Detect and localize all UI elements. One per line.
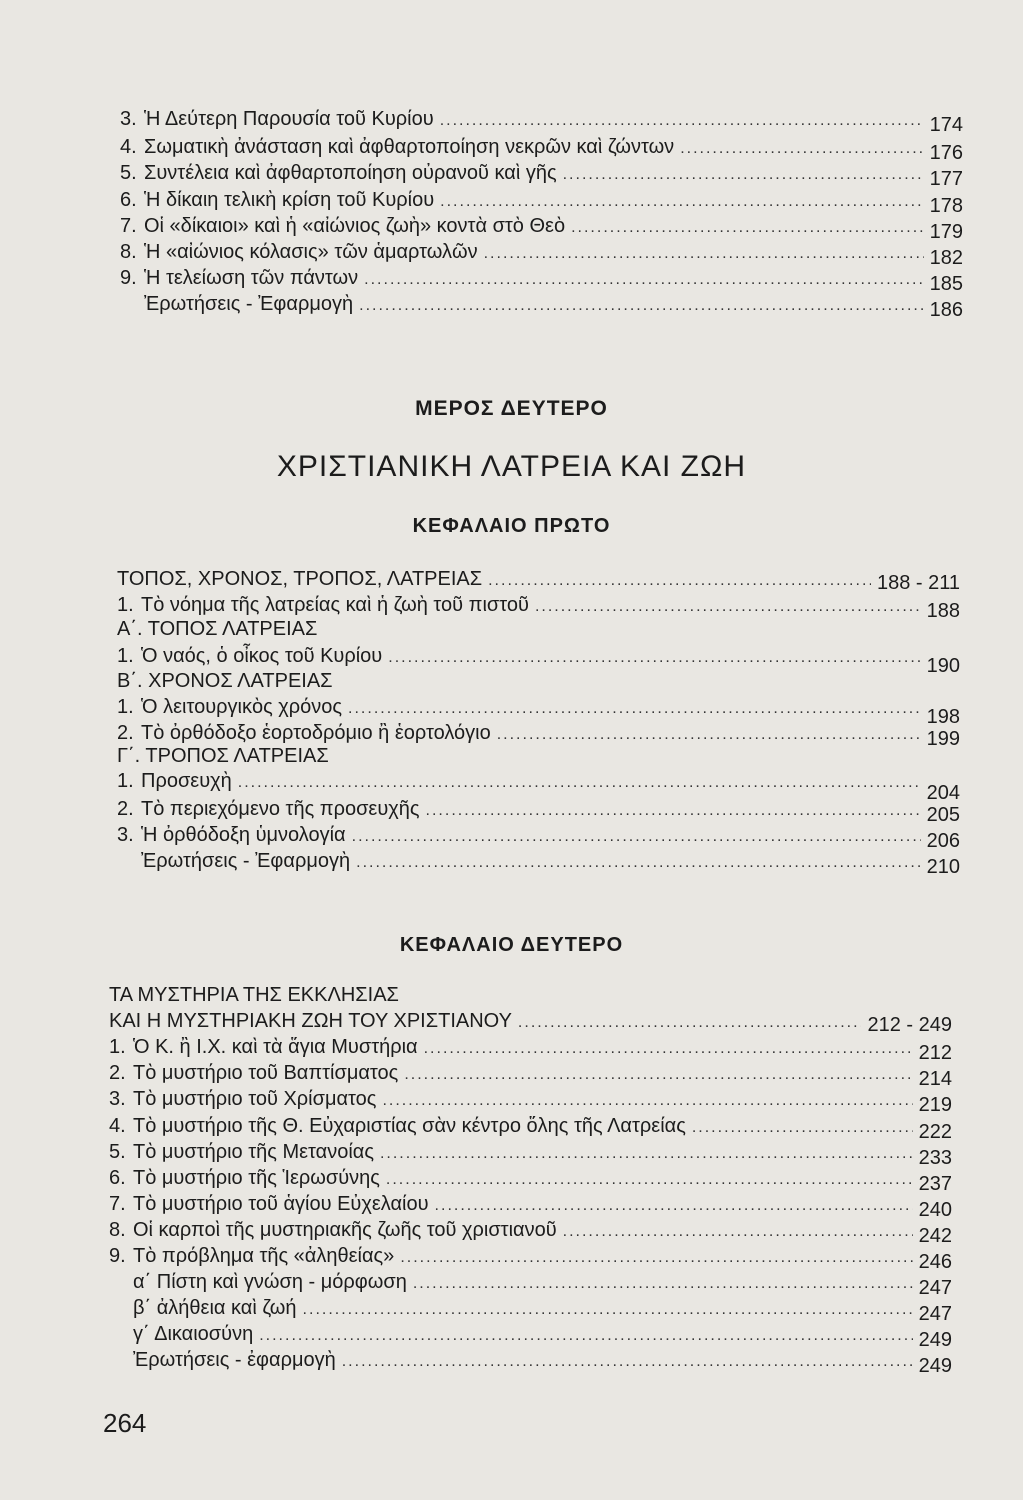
toc-entry: 2. Τὸ μυστήριο τοῦ Βαπτίσματος ..... 214 — [109, 1062, 952, 1085]
toc-entry: 3. Ἡ Δεύτερη Παρουσία τοῦ Κυρίου ..... 174 — [120, 108, 963, 131]
part-heading: ΜΕΡΟΣ ΔΕΥΤΕΡΟ — [415, 397, 608, 420]
toc-entry: 1. Τὸ νόημα τῆς λατρείας καὶ ἡ ζωὴ τοῦ πιστοῦ ..... 188 — [117, 594, 960, 617]
toc-entry: Ἐρωτήσεις - Ἐφαρμογὴ ..... 210 — [117, 850, 960, 873]
toc-entry: 1. Ὁ ναός, ὁ οἶκος τοῦ Κυρίου ..... 190 — [117, 645, 960, 668]
toc-entry: 1. Προσευχὴ ..... 204 — [117, 770, 960, 793]
toc-entry: 4. Σωματικὴ ἀνάσταση καὶ ἀφθαρτοποίηση νεκρῶν καὶ ζώντων ..... 176 — [120, 136, 963, 159]
chapter-heading: ΚΕΦΑΛΑΙΟ ΠΡΩΤΟ — [412, 515, 611, 537]
toc-subentry: γ΄ Δικαιοσύνη ..... 249 — [133, 1323, 952, 1346]
subsection-heading: Γ΄. ΤΡΟΠΟΣ ΛΑΤΡΕΙΑΣ — [117, 745, 329, 767]
toc-entry: 5. Τὸ μυστήριο τῆς Μετανοίας ..... 233 — [109, 1141, 952, 1164]
toc-entry: 1. Ὁ Κ. ἢ Ι.Χ. καὶ τὰ ἅγια Μυστήρια ..... 212 — [109, 1036, 952, 1059]
toc-entry: 9. Ἡ τελείωση τῶν πάντων ..... 185 — [120, 267, 963, 290]
toc-entry: 6. Τὸ μυστήριο τῆς Ἱερωσύνης ..... 237 — [109, 1167, 952, 1190]
toc-entry: 2. Τὸ ὀρθόδοξο ἑορτοδρόμιο ἢ ἑορτολόγιο ..... 199 — [117, 722, 960, 745]
toc-entry: 3. Τὸ μυστήριο τοῦ Χρίσματος ..... 219 — [109, 1088, 952, 1111]
toc-entry: 8. Οἱ καρποὶ τῆς μυστηριακῆς ζωῆς τοῦ χριστιανοῦ ..... 242 — [109, 1219, 952, 1242]
chapter-title-entry: ΚΑΙ Η ΜΥΣΤΗΡΙΑΚΗ ΖΩΗ ΤΟΥ ΧΡΙΣΤΙΑΝΟΥ ..... 212 - 249 — [109, 1010, 952, 1033]
page-number: 264 — [103, 1408, 147, 1438]
toc-entry: 7. Οἱ «δίκαιοι» καὶ ἡ «αἰώνιος ζωὴ» κοντὰ στὸ Θεὸ ..... 179 — [120, 215, 963, 238]
toc-subentry: Ἐρωτήσεις - ἐφαρμογὴ ..... 249 — [133, 1349, 952, 1372]
chapter-title-entry: ΤΟΠΟΣ, ΧΡΟΝΟΣ, ΤΡΟΠΟΣ, ΛΑΤΡΕΙΑΣ ..... 188 - 211 — [117, 568, 960, 591]
toc-subentry: β΄ ἀλήθεια καὶ ζωή ..... 247 — [133, 1297, 952, 1320]
subsection-heading: Α΄. ΤΟΠΟΣ ΛΑΤΡΕΙΑΣ — [117, 618, 318, 640]
toc-entry: 1. Ὁ λειτουργικὸς χρόνος ..... 198 — [117, 696, 960, 719]
toc-entry: 5. Συντέλεια καὶ ἀφθαρτοποίηση οὐρανοῦ καὶ γῆς ..... 177 — [120, 162, 963, 185]
subsection-heading: Β΄. ΧΡΟΝΟΣ ΛΑΤΡΕΙΑΣ — [117, 670, 333, 692]
part-title: ΧΡΙΣΤΙΑΝΙΚΗ ΛΑΤΡΕΙΑ ΚΑΙ ΖΩΗ — [276, 450, 747, 483]
toc-entry: 3. Ἡ ὀρθόδοξη ὑμνολογία ..... 206 — [117, 824, 960, 847]
toc-entry: 4. Τὸ μυστήριο τῆς Θ. Εὐχαριστίας σὰν κέντρο ὅλης τῆς Λατρείας ..... 222 — [109, 1115, 952, 1138]
toc-entry: 7. Τὸ μυστήριο τοῦ ἁγίου Εὐχελαίου ..... 240 — [109, 1193, 952, 1216]
toc-entry: 8. Ἡ «αἰώνιος κόλασις» τῶν ἁμαρτωλῶν ..... 182 — [120, 241, 963, 264]
toc-entry: 9. Τὸ πρόβλημα τῆς «ἀληθείας» ..... 246 — [109, 1245, 952, 1268]
chapter-title-line: ΤΑ ΜΥΣΤΗΡΙΑ ΤΗΣ ΕΚΚΛΗΣΙΑΣ — [109, 984, 399, 1006]
toc-entry: 2. Τὸ περιεχόμενο τῆς προσευχῆς ..... 205 — [117, 798, 960, 821]
toc-entry: Ἐρωτήσεις - Ἐφαρμογὴ ..... 186 — [120, 293, 963, 316]
toc-entry: 6. Ἡ δίκαιη τελικὴ κρίση τοῦ Κυρίου ..... 178 — [120, 189, 963, 212]
toc-subentry: α΄ Πίστη καὶ γνώση - μόρφωση ..... 247 — [133, 1271, 952, 1294]
chapter-heading: ΚΕΦΑΛΑΙΟ ΔΕΥΤΕΡΟ — [399, 934, 624, 956]
